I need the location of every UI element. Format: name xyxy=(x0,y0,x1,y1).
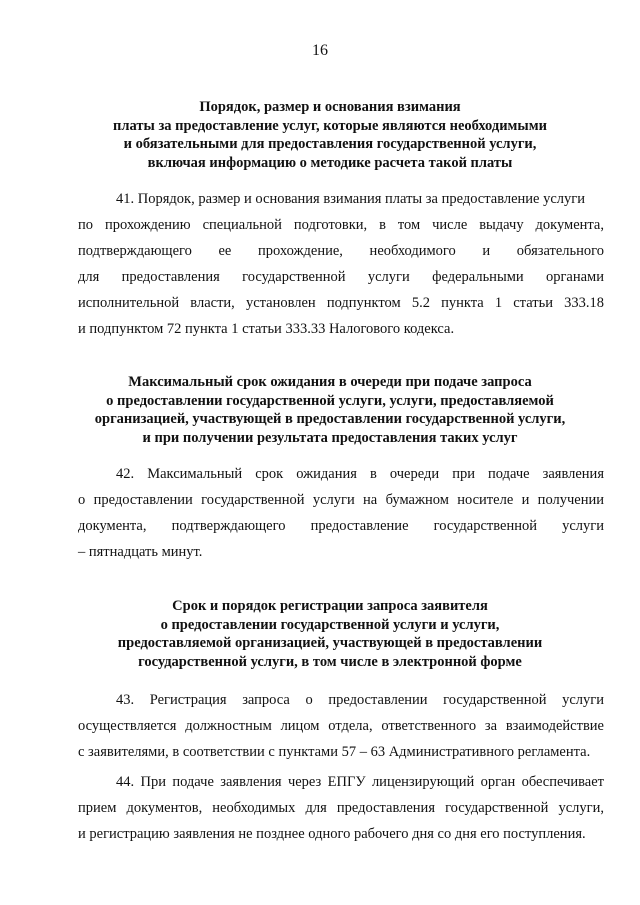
paragraph-line: исполнительной власти, установлен подпунктом 5.2 пункта 1 статьи 333.18 xyxy=(78,295,604,311)
section-heading-fee xyxy=(60,98,600,172)
heading-line: Максимальный срок ожидания в очереди при подаче запроса xyxy=(128,374,532,390)
paragraph-line: подтверждающего ее прохождение, необходимого и обязательного xyxy=(78,243,604,259)
paragraph-line: 44. При подаче заявления через ЕПГУ лицензирующий орган обеспечивает xyxy=(116,774,604,790)
heading-line: включая информацию о методике расчета такой платы xyxy=(147,154,513,171)
paragraph-line: – пятнадцать минут. xyxy=(78,544,203,560)
heading-line: Срок и порядок регистрации запроса заявителя xyxy=(172,598,488,614)
paragraph-42 xyxy=(78,461,604,565)
heading-line: и при получении результата предоставления таких услуг xyxy=(142,429,518,446)
paragraph-line: и регистрацию заявления не позднее одного рабочего дня со дня его поступления. xyxy=(78,826,586,842)
paragraph-line: для предоставления государственной услуги федеральными органами xyxy=(78,269,604,285)
paragraph-line: 43. Регистрация запроса о предоставлении государственной услуги xyxy=(116,692,604,708)
paragraph-line: прием документов, необходимых для предоставления государственной услуги, xyxy=(78,800,604,816)
heading-line: о предоставлении государственной услуги и услуги, xyxy=(160,616,500,633)
heading-line: о предоставлении государственной услуги, услуги, предоставляемой xyxy=(106,392,554,409)
paragraph-44 xyxy=(78,769,604,847)
heading-line: платы за предоставление услуг, которые являются необходимыми xyxy=(113,117,547,134)
paragraph-43 xyxy=(78,687,604,765)
paragraph-line: о предоставлении государственной услуги на бумажном носителе и получении xyxy=(78,492,604,508)
heading-line: предоставляемой организацией, участвующей в предоставлении xyxy=(117,635,543,651)
paragraph-41 xyxy=(78,186,604,342)
section-heading-registration xyxy=(60,597,600,671)
heading-line: Порядок, размер и основания взимания xyxy=(199,99,461,115)
paragraph-line: 42. Максимальный срок ожидания в очереди при подаче заявления xyxy=(116,466,604,482)
heading-line: государственной услуги, в том числе в электронной форме xyxy=(138,653,522,670)
paragraph-line: с заявителями, в соответствии с пунктами 57 – 63 Административного регламента. xyxy=(78,744,591,760)
paragraph-line: 41. Порядок, размер и основания взимания платы за предоставление услуги xyxy=(116,191,585,207)
heading-line: организацией, участвующей в предоставлении государственной услуги, xyxy=(94,411,566,427)
section-heading-queue xyxy=(60,373,600,447)
page-number: 16 xyxy=(312,42,328,59)
heading-line: и обязательными для предоставления государственной услуги, xyxy=(123,136,537,152)
paragraph-line: по прохождению специальной подготовки, в том числе выдачу документа, xyxy=(78,217,604,233)
paragraph-line: и подпунктом 72 пункта 1 статьи 333.33 Налогового кодекса. xyxy=(78,321,455,337)
paragraph-line: документа, подтверждающего предоставление государственной услуги xyxy=(78,518,604,534)
paragraph-line: осуществляется должностным лицом отдела, ответственного за взаимодействие xyxy=(78,718,604,734)
